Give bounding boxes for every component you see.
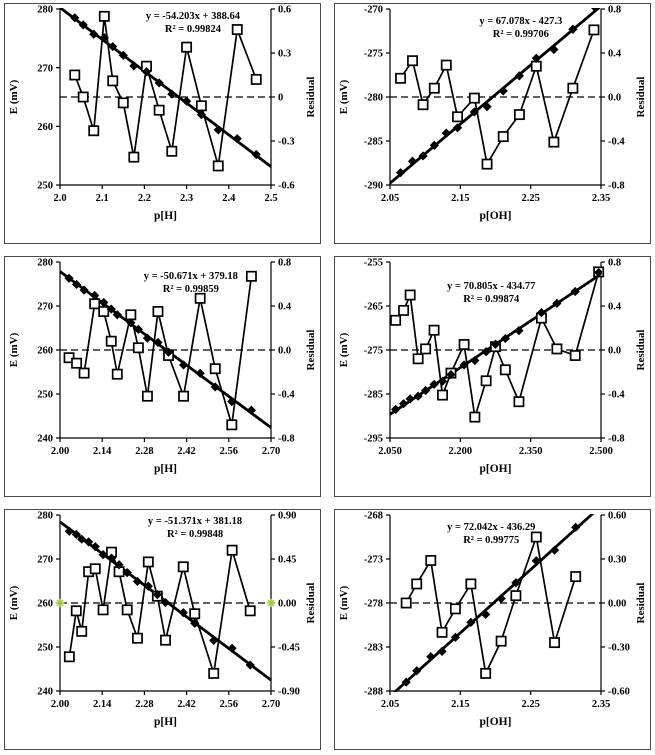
x-tick-label: 2.350 [518,446,543,457]
residual-square-marker [100,12,109,21]
residual-square-marker [227,420,236,429]
right-tick-label: -0.8 [278,433,295,445]
residual-square-marker [470,413,479,422]
chart-panel-6 [334,509,651,750]
left-tick-label: 270 [37,554,53,566]
chart-panel-2 [334,3,651,244]
x-tick-label: 2.28 [135,699,154,710]
residual-square-marker [197,101,206,110]
left-axis-title: E (mV) [8,332,20,368]
right-tick-label: -0.30 [608,642,630,654]
right-tick-label: 0.8 [608,4,622,16]
e-diamond-marker [426,652,435,661]
residual-square-marker [108,76,117,85]
chart-3-svg [5,257,320,496]
residual-square-marker [412,579,421,588]
left-axis-title: E (mV) [338,585,350,621]
e-diamond-marker [549,45,558,54]
e-diamond-marker [442,128,451,137]
x-tick-label: 2.35 [591,699,611,710]
left-axis-title: E (mV) [8,585,20,621]
x-tick-label: 2.05 [380,193,400,204]
residual-square-marker [80,369,89,378]
residual-square-marker [179,562,188,571]
residual-square-marker [437,628,446,637]
chart-panel-3 [4,256,321,497]
e-diamond-marker [129,61,138,70]
r-squared-label: R² = 0.99859 [162,284,219,295]
residual-square-marker [89,126,98,135]
e-diamond-marker [214,125,223,134]
residual-square-marker [406,290,415,299]
residual-square-marker [77,627,86,636]
residual-square-marker [429,326,438,335]
x-axis-title: p[H] [154,463,177,475]
right-tick-label: -0.45 [278,642,300,654]
residual-square-marker [79,92,88,101]
r-squared-label: R² = 0.99824 [164,24,221,35]
right-tick-label: 0.45 [278,554,297,566]
left-axis-title: E (mV) [8,79,20,115]
x-axis-title: p[OH] [479,210,512,222]
right-tick-label: -0.8 [608,433,625,445]
right-tick-label: 0.00 [608,598,627,610]
x-tick-label: 2.14 [93,699,112,710]
left-tick-label: 260 [37,598,53,610]
right-tick-label: 0.30 [608,554,627,566]
chart-6-svg [335,510,650,749]
residual-square-marker [161,636,170,645]
x-tick-label: 2.14 [93,446,112,457]
right-tick-label: 0.0 [608,345,622,357]
r-squared-label: R² = 0.99874 [463,294,520,305]
x-tick-label: 2.500 [589,446,613,457]
right-tick-label: -0.8 [608,180,625,192]
residual-square-marker [571,351,580,360]
right-tick-label: -0.4 [278,389,295,401]
residual-square-marker [402,598,411,607]
x-tick-label: 2.70 [261,699,281,710]
e-diamond-marker [228,644,237,653]
residual-square-marker [90,299,99,308]
residual-square-marker [119,98,128,107]
residual-square-marker [209,669,218,678]
residual-square-marker [113,370,122,379]
residual-square-marker [426,556,435,565]
fit-equation-label: y = -51.371x + 381.18 [147,516,243,527]
right-axis-title: Residual [305,582,317,624]
x-tick-label: 2.4 [222,193,236,204]
x-axis-title: p[H] [154,210,177,222]
right-tick-label: 0.60 [608,510,627,522]
residual-square-marker [70,70,79,79]
residual-square-marker [451,604,460,613]
fit-equation-label: y = 67.078x - 427.3 [479,16,563,27]
left-tick-label: 280 [37,4,53,16]
x-tick-label: 2.15 [451,193,470,204]
chart-1-svg [5,4,320,243]
x-tick-label: 2.05 [380,699,400,710]
left-tick-label: 260 [37,122,53,134]
x-tick-label: 2.25 [521,193,540,204]
residual-square-marker [153,307,162,316]
residual-square-marker [196,294,205,303]
chart-4-svg [335,257,650,496]
left-tick-label: 270 [37,301,53,313]
residual-square-marker [515,110,524,119]
x-axis-title: p[H] [154,716,177,728]
right-axis-title: Residual [635,76,647,118]
e-diamond-marker [209,636,218,645]
x-tick-label: 2.0 [53,193,67,204]
left-tick-label: -265 [363,301,383,313]
left-tick-label: -275 [363,345,383,357]
left-tick-label: 240 [37,686,53,698]
residual-square-marker [391,316,400,325]
x-tick-label: 2.00 [50,699,70,710]
residual-square-marker [126,310,135,319]
right-axis-title: Residual [305,329,317,371]
r-squared-label: R² = 0.99706 [492,29,549,40]
residual-square-marker [550,638,559,647]
left-tick-label: 250 [37,180,53,192]
right-tick-label: 0.4 [608,48,622,60]
residual-square-marker [549,138,558,147]
x-tick-label: 2.050 [378,446,402,457]
residual-square-marker [418,100,427,109]
residual-square-marker [233,25,242,34]
left-tick-label: 260 [37,345,53,357]
residual-square-marker [252,75,261,84]
residual-square-marker [511,591,520,600]
right-axis-title: Residual [305,76,317,118]
left-tick-label: -283 [363,642,383,654]
x-tick-label: 2.00 [50,446,70,457]
left-tick-label: -288 [363,686,383,698]
left-tick-label: 270 [37,63,53,75]
residual-square-marker [532,62,541,71]
x-tick-label: 2.56 [219,446,238,457]
x-tick-label: 2.3 [180,193,194,204]
right-axis-title: Residual [635,582,647,624]
chart-panel-5 [4,509,321,750]
residual-square-marker [91,564,100,573]
right-tick-label: -0.60 [608,686,630,698]
x-tick-label: 2.25 [521,699,540,710]
residual-square-marker [499,132,508,141]
right-tick-label: 0.4 [278,301,292,313]
x-tick-label: 2.70 [261,446,281,457]
residual-square-marker [155,106,164,115]
residual-square-marker [421,344,430,353]
residual-square-marker [211,364,220,373]
right-tick-label: 0.0 [608,92,622,104]
fit-equation-label: y = -54.203x + 388.64 [145,11,241,22]
left-tick-label: 280 [37,510,53,522]
residual-square-marker [182,43,191,52]
residual-square-marker [568,84,577,93]
left-tick-label: 240 [37,433,53,445]
left-tick-label: -270 [363,4,383,16]
x-tick-label: 2.42 [177,699,196,710]
e-diamond-marker [408,157,417,166]
chart-panel-4 [334,256,651,497]
residual-square-marker [123,605,132,614]
left-tick-label: -290 [363,180,383,192]
residual-square-marker [72,606,81,615]
right-tick-label: 0.4 [608,301,622,313]
right-tick-label: -0.6 [278,180,295,192]
right-tick-label: 0.6 [278,4,292,16]
chart-panel-1 [4,3,321,244]
left-tick-label: -278 [363,598,383,610]
residual-square-marker [246,606,255,615]
x-tick-label: 2.35 [591,193,611,204]
residual-square-marker [144,557,153,566]
residual-square-marker [167,147,176,156]
e-diamond-marker [497,594,506,603]
r-squared-label: R² = 0.99775 [463,535,520,546]
residual-square-marker [129,153,138,162]
residual-square-marker [228,546,237,555]
residual-square-marker [133,634,142,643]
right-axis-title: Residual [635,329,647,371]
fit-equation-label: y = -50.671x + 379.18 [143,271,238,282]
e-diamond-marker [550,546,559,555]
right-tick-label: 0.8 [278,257,292,269]
right-tick-label: 0.0 [278,345,292,357]
residual-square-marker [589,25,598,34]
residual-square-marker [143,392,152,401]
residual-square-marker [214,161,223,170]
residual-square-marker [442,61,451,70]
left-tick-label: 280 [37,257,53,269]
right-tick-label: 0 [278,92,284,104]
left-tick-label: -275 [363,48,383,60]
x-axis-title: p[OH] [479,463,512,475]
right-tick-label: 0.3 [278,48,292,60]
right-tick-label: -0.4 [608,136,625,148]
x-axis-title: p[OH] [479,716,512,728]
residual-square-marker [514,397,523,406]
residual-square-marker [399,306,408,315]
e-diamond-marker [499,86,508,95]
e-diamond-marker [247,406,256,415]
residual-square-marker [396,74,405,83]
residual-square-marker [179,392,188,401]
x-tick-label: 2.42 [177,446,196,457]
residual-square-marker [438,391,447,400]
residual-square-marker [134,343,143,352]
left-tick-label: 250 [37,642,53,654]
residual-square-marker [107,337,116,346]
residual-square-marker [190,609,199,618]
residual-square-marker [501,365,510,374]
left-tick-label: -295 [363,433,383,445]
right-tick-label: -0.3 [278,136,295,148]
residual-square-marker [247,272,256,281]
left-tick-label: -255 [363,257,383,269]
left-tick-label: 250 [37,389,53,401]
r-squared-label: R² = 0.99848 [166,529,224,540]
residual-square-marker [414,354,423,363]
residual-square-marker [466,579,475,588]
left-axis-title: E (mV) [338,79,350,115]
right-tick-label: 0.00 [278,598,297,610]
x-tick-label: 2.56 [219,699,238,710]
right-tick-label: 0.8 [608,257,622,269]
right-tick-label: 0.90 [278,510,297,522]
residual-square-marker [532,532,541,541]
x-tick-label: 2.28 [135,446,154,457]
right-tick-label: -0.90 [278,686,300,698]
fit-equation-label: y = 72.042x - 436.29 [447,522,536,533]
x-tick-label: 2.15 [451,699,470,710]
fit-equation-label: y = 70.805x - 434.77 [447,281,536,292]
left-tick-label: -268 [363,510,383,522]
left-tick-label: -285 [363,136,383,148]
residual-square-marker [72,359,81,368]
residual-square-marker [470,94,479,103]
residual-square-marker [552,344,561,353]
right-tick-label: -0.4 [608,389,625,401]
residual-square-marker [571,572,580,581]
x-tick-label: 2.1 [95,193,109,204]
residual-square-marker [459,340,468,349]
left-tick-label: -280 [363,92,383,104]
residual-square-marker [65,652,74,661]
left-tick-label: -285 [363,389,383,401]
residual-square-marker [497,637,506,646]
residual-square-marker [408,56,417,65]
residual-square-marker [99,307,108,316]
chart-2-svg [335,4,650,243]
x-tick-label: 2.5 [264,193,278,204]
residual-square-marker [99,605,108,614]
residual-square-marker [481,669,490,678]
residual-square-marker [482,376,491,385]
residual-square-marker [453,112,462,121]
x-tick-label: 2.2 [137,193,151,204]
residual-square-marker [482,160,491,169]
left-axis-title: E (mV) [338,332,350,368]
chart-5-svg [5,510,320,749]
left-tick-label: -273 [363,554,383,566]
x-tick-label: 2.200 [448,446,473,457]
residual-square-marker [430,84,439,93]
